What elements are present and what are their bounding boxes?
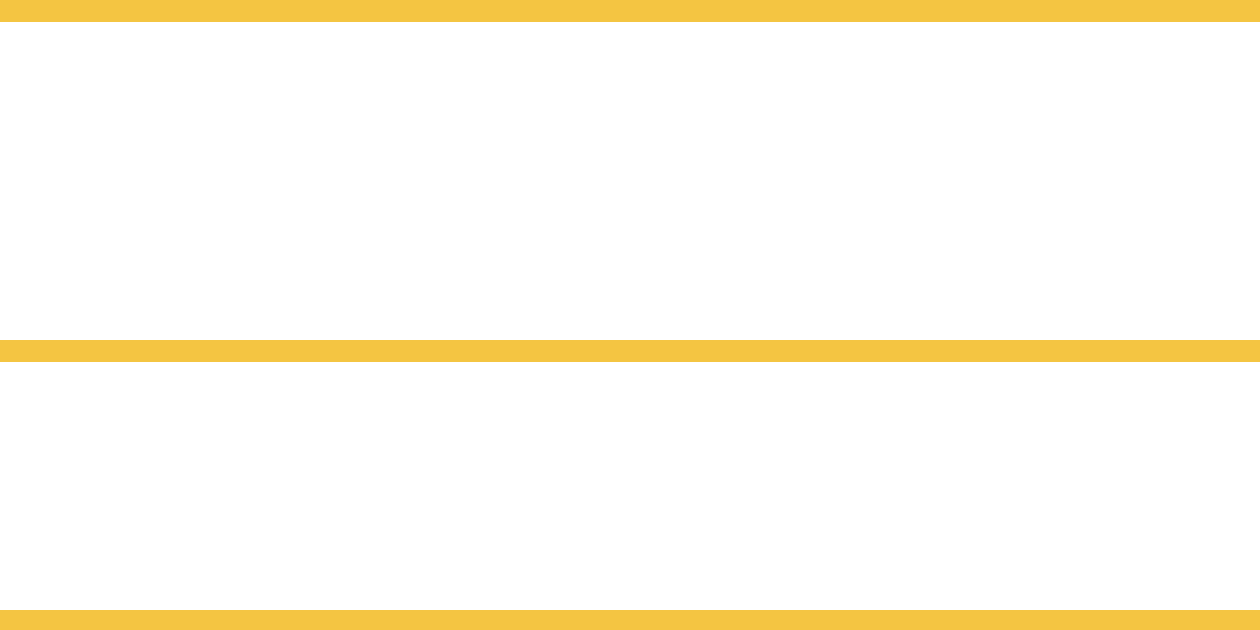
top-band [0,22,1260,340]
bottom-band [0,362,1260,610]
